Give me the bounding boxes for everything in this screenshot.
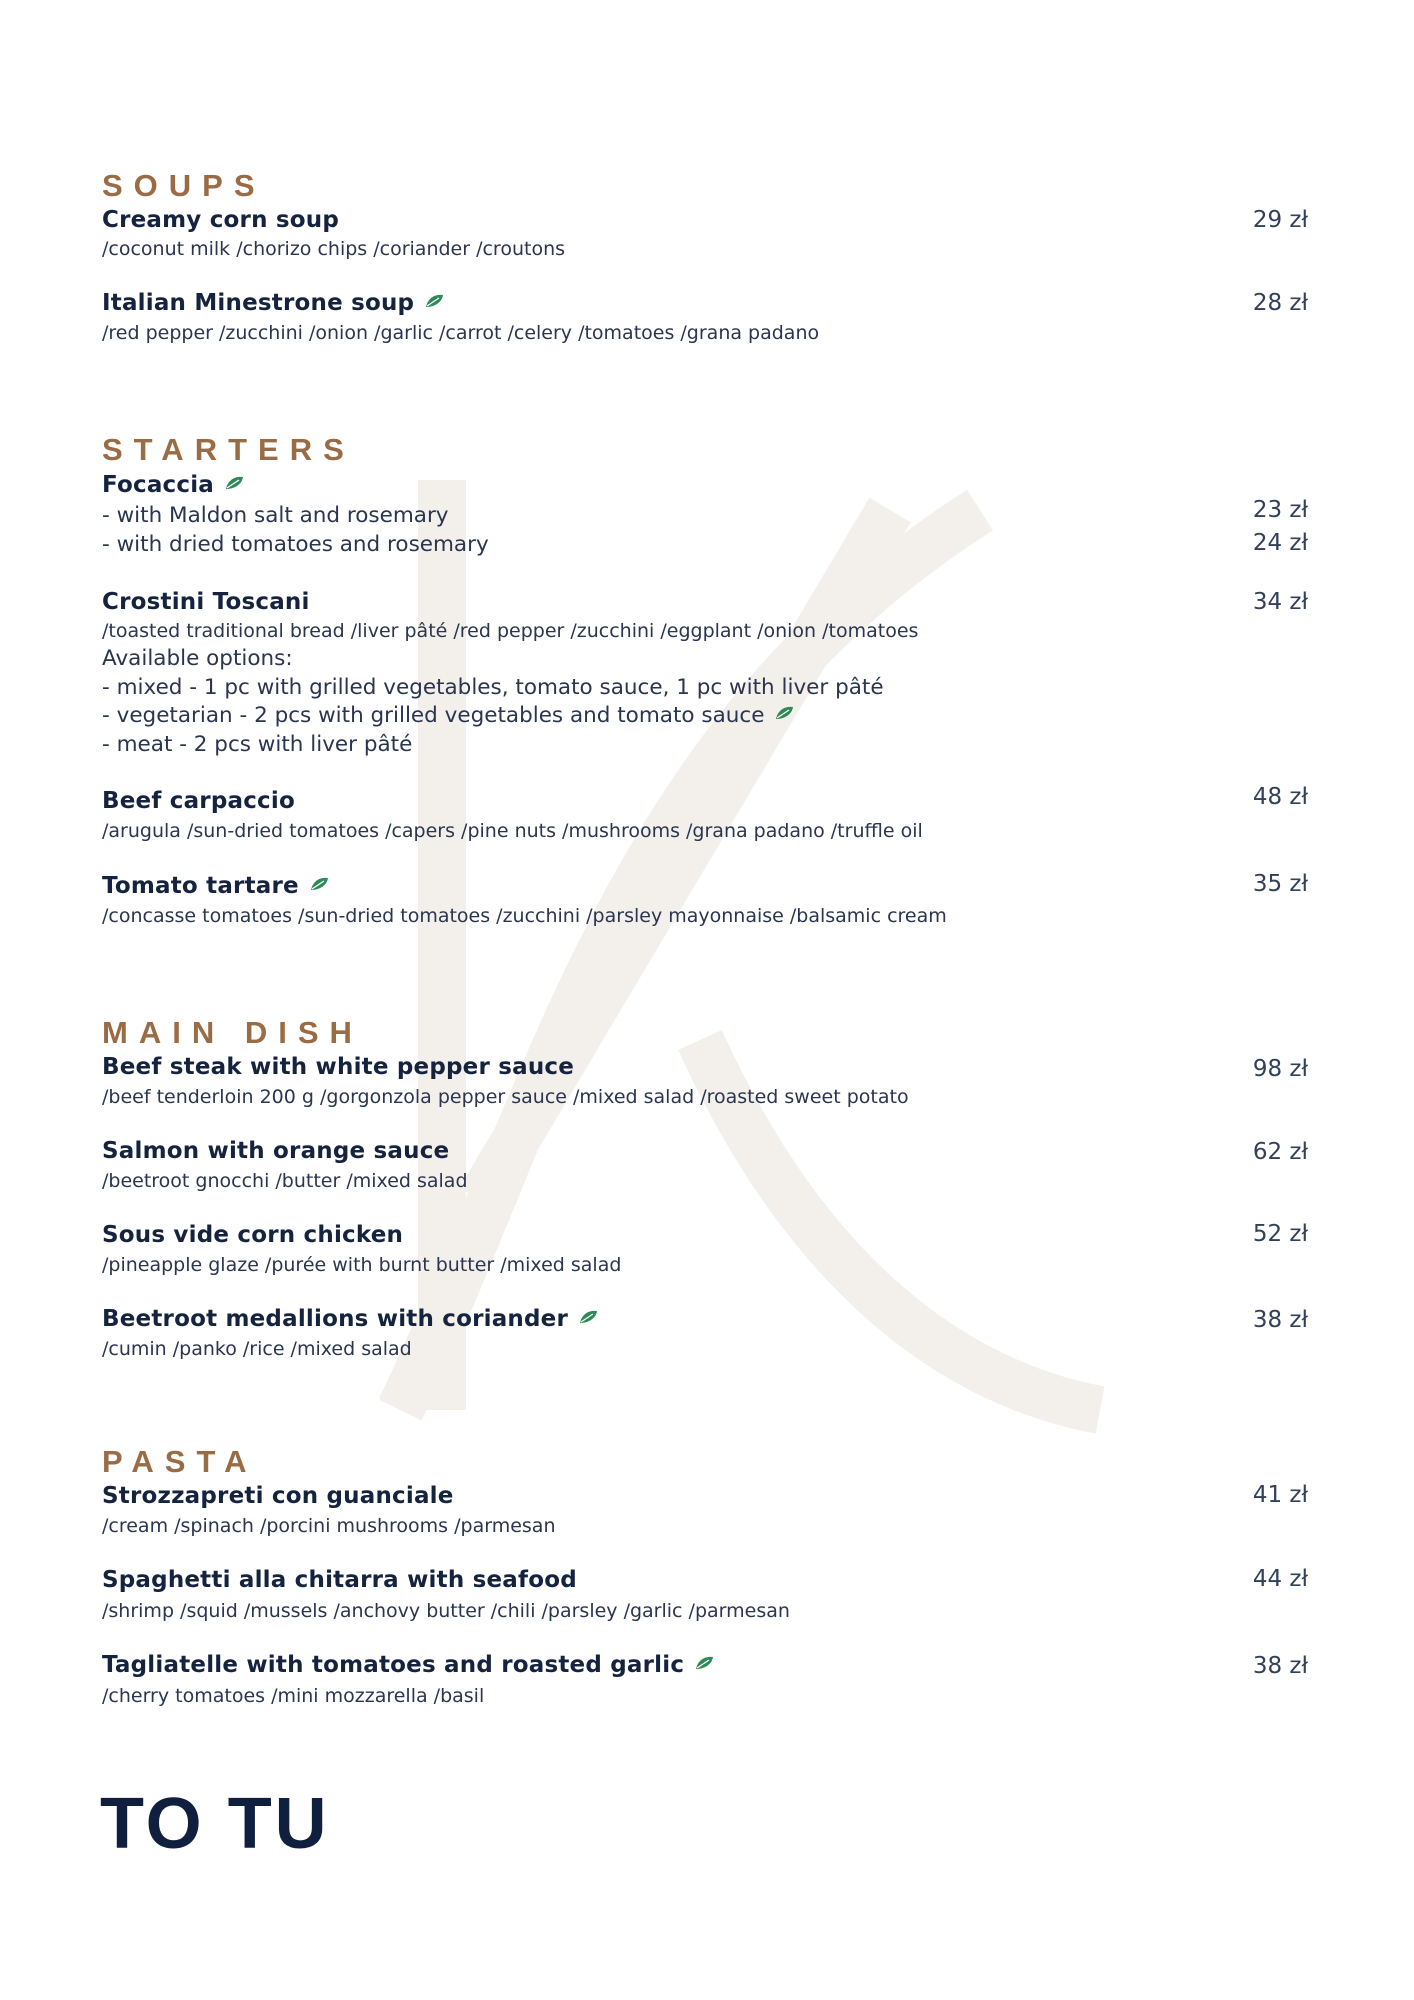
option-line: - meat - 2 pcs with liver pâté: [102, 732, 413, 757]
restaurant-logo: TO TU: [100, 1784, 330, 1864]
dish-description: /cream /spinach /porcini mushrooms /parmesan: [102, 1515, 556, 1537]
leaf-icon: [309, 877, 329, 891]
dish-description: /beef tenderloin 200 g /gorgonzola pepper sauce /mixed salad /roasted sweet potato: [102, 1086, 909, 1108]
dish-price: 52 zł: [1252, 1221, 1308, 1247]
dish-description: /arugula /sun-dried tomatoes /capers /pine nuts /mushrooms /grana padano /truffle oil: [102, 820, 923, 842]
leaf-icon: [424, 294, 444, 308]
dish-price: 98 zł: [1252, 1056, 1308, 1082]
options-heading: Available options:: [102, 646, 293, 671]
leaf-icon: [224, 476, 244, 490]
dish-description: /shrimp /squid /mussels /anchovy butter /chili /parsley /garlic /parmesan: [102, 1600, 790, 1622]
section-title-soups: SOUPS: [102, 168, 266, 203]
dish-name: Salmon with orange sauce: [102, 1138, 450, 1164]
dish-name: Strozzapreti con guanciale: [102, 1483, 454, 1509]
dish-price: 62 zł: [1252, 1139, 1308, 1165]
dish-name: Crostini Toscani: [102, 589, 310, 615]
leaf-icon: [774, 706, 794, 720]
option-line: - with Maldon salt and rosemary: [102, 503, 449, 528]
dish-price: 29 zł: [1252, 207, 1308, 233]
dish-price: 44 zł: [1252, 1566, 1308, 1592]
dish-name: Tagliatelle with tomatoes and roasted garlic: [102, 1652, 714, 1678]
dish-description: /cherry tomatoes /mini mozzarella /basil: [102, 1685, 485, 1707]
dish-price: 34 zł: [1252, 589, 1308, 615]
dish-name: Beef carpaccio: [102, 788, 295, 814]
section-title-starters: STARTERS: [102, 432, 355, 467]
dish-name: Italian Minestrone soup: [102, 290, 444, 316]
dish-price: 38 zł: [1252, 1307, 1308, 1333]
dish-description: /toasted traditional bread /liver pâté /red pepper /zucchini /eggplant /onion /tomatoes: [102, 620, 919, 642]
dish-description: /pineapple glaze /purée with burnt butter /mixed salad: [102, 1254, 622, 1276]
option-price: 24 zł: [1252, 530, 1308, 556]
option-price: 23 zł: [1252, 497, 1308, 523]
dish-description: /coconut milk /chorizo chips /coriander /croutons: [102, 238, 566, 260]
dish-description: /red pepper /zucchini /onion /garlic /carrot /celery /tomatoes /grana padano: [102, 322, 820, 344]
dish-name: Spaghetti alla chitarra with seafood: [102, 1567, 577, 1593]
dish-price: 28 zł: [1252, 290, 1308, 316]
dish-name: Beef steak with white pepper sauce: [102, 1054, 575, 1080]
dish-price: 48 zł: [1252, 784, 1308, 810]
leaf-icon: [694, 1656, 714, 1670]
option-line: - mixed - 1 pc with grilled vegetables, tomato sauce, 1 pc with liver pâté: [102, 675, 884, 700]
leaf-icon: [578, 1310, 598, 1324]
dish-name: Tomato tartare: [102, 873, 329, 899]
dish-name: Sous vide corn chicken: [102, 1222, 404, 1248]
dish-price: 35 zł: [1252, 871, 1308, 897]
dish-description: /concasse tomatoes /sun-dried tomatoes /zucchini /parsley mayonnaise /balsamic cream: [102, 905, 947, 927]
option-line: - with dried tomatoes and rosemary: [102, 532, 489, 557]
dish-name: Creamy corn soup: [102, 207, 339, 233]
dish-name: Focaccia: [102, 472, 244, 498]
section-title-main-dish: MAIN DISH: [102, 1015, 363, 1050]
dish-price: 41 zł: [1252, 1482, 1308, 1508]
section-title-pasta: PASTA: [102, 1444, 258, 1479]
dish-description: /cumin /panko /rice /mixed salad: [102, 1338, 412, 1360]
option-line: - vegetarian - 2 pcs with grilled vegetables and tomato sauce: [102, 703, 794, 728]
dish-description: /beetroot gnocchi /butter /mixed salad: [102, 1170, 468, 1192]
dish-price: 38 zł: [1252, 1653, 1308, 1679]
dish-name: Beetroot medallions with coriander: [102, 1306, 598, 1332]
